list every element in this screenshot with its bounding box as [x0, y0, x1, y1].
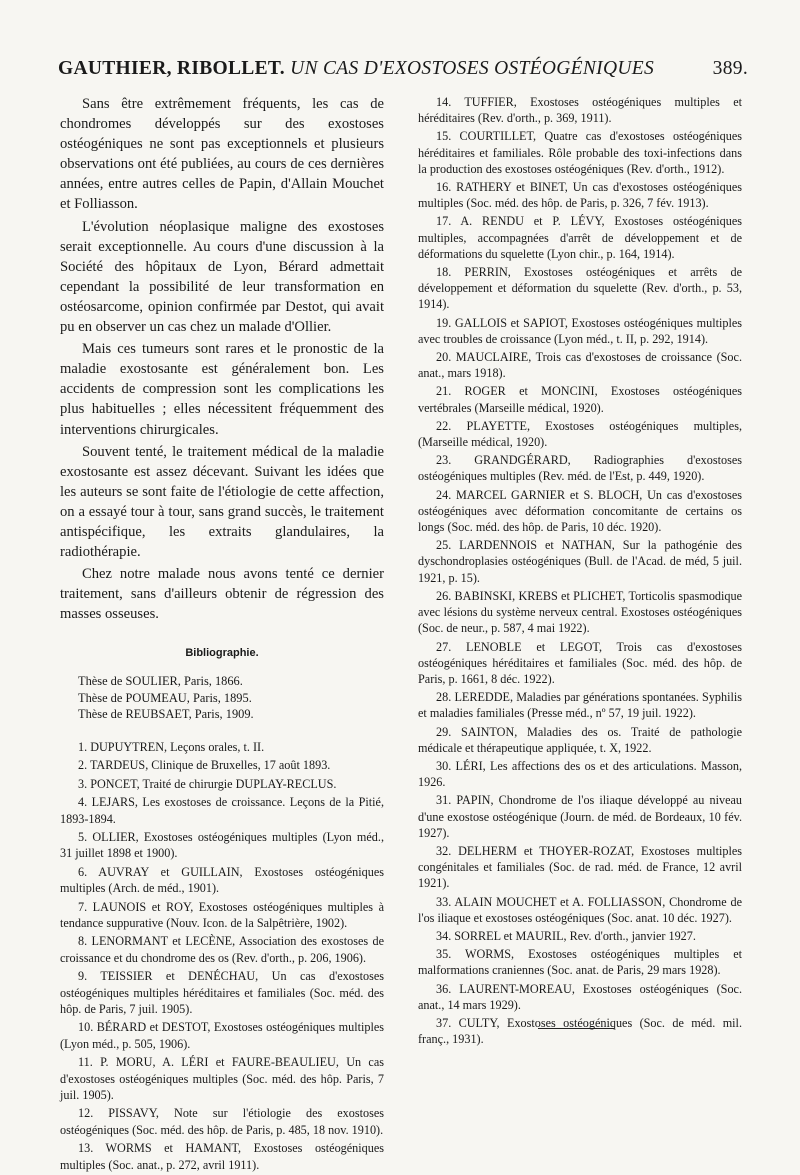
body-paragraph: Sans être extrêmement fréquents, les cas de chondromes développés sur des exostoses ostéogéniques ne sont pas exceptionnels et plusieurs observations ont été publiées, au cours de ces dernières années, entre autres celles de Papin, d'Allain Mouchet et Folliasson. — [60, 96, 384, 213]
bibliography-heading: Bibliographie. — [185, 647, 259, 660]
reference-item: 12. PISSAVY, Note sur l'étiologie des exostoses ostéogéniques (Soc. méd. des hôp. de Paris, p. 485, 18 nov. 1910). — [60, 1106, 384, 1137]
reference-item: 24. MARCEL GARNIER et S. BLOCH, Un cas d'exostoses ostéogéniques avec déformation concomitante de certains os longs (Soc. méd. des hôp. de Paris, 10 déc. 1920). — [418, 487, 742, 535]
body-paragraph: Souvent tenté, le traitement médical de la maladie exostosante est assez décevant. Suivant les idées que les auteurs se sont faite de l'étiologie de cette affection, on a essayé tour à tour, sans grand succès, le traitement antispécifique, les extraits glandulaires, la radiothérapie. — [60, 443, 384, 561]
reference-item: 26. BABINSKI, KREBS et PLICHET, Torticolis spasmodique avec lésions du système nerveux central. Exostoses ostéogéniques (Soc. de neur., p. 587, 4 mai 1922). — [418, 588, 742, 636]
right-column — [418, 94, 742, 1049]
reference-item: 18. PERRIN, Exostoses ostéogéniques et arrêts de développement et déformation du squelette (Rev. d'orth., p. 53, 1914). — [418, 265, 742, 312]
reference-item: 21. ROGER et MONCINI, Exostoses ostéogéniques vertébrales (Marseille médical, 1920). — [418, 384, 742, 415]
reference-item: 23. GRANDGÉRARD, Radiographies d'exostoses ostéogéniques multiples (Rev. méd. de l'Est, p. 449, 1920). — [418, 453, 742, 484]
reference-item: 31. PAPIN, Chondrome de l'os iliaque développé au niveau d'une exostose ostéogénique (Journ. de méd. de Bordeaux, 10 fév. 1927). — [418, 793, 742, 840]
left-column — [60, 94, 384, 1175]
reference-item: 17. A. RENDU et P. LÉVY, Exostoses ostéogéniques multiples, accompagnées d'arrêt de développement et de déformations du squelette (Lyon chir., p. 164, 1914). — [418, 214, 742, 261]
thesis-item: Thèse de SOULIER, Paris, 1866. — [78, 674, 243, 689]
reference-item: 3. PONCET, Traité de chirurgie DUPLAY-RECLUS. — [78, 776, 337, 791]
body-paragraph: Mais ces tumeurs sont rares et le pronostic de la maladie exostosante est généralement bon. Les accidents de compression sont les complications les plus habituelles ; elles nécessitent fréquemment des interventions chirurgicales. — [60, 341, 384, 438]
reference-item: 25. LARDENNOIS et NATHAN, Sur la pathogénie des dyschondroplasies ostéogéniques (Bull. de l'Acad. de méd, 5 juil. 1921, p. 15). — [418, 538, 742, 585]
reference-item: 33. ALAIN MOUCHET et A. FOLLIASSON, Chondrome de l'os iliaque et exostoses ostéogéniques (Soc. anat. 10 déc. 1927). — [418, 894, 742, 925]
body-paragraph: L'évolution néoplasique maligne des exostoses serait exceptionnelle. Au cours d'une discussion à la Société des hôpitaux de Lyon, Bérard admettait cependant la possibilité de leur transformation en ostéosarcome, opinion confirmée par Destot, qui avait pu en observer un cas chez un malade d'Ollier. — [60, 218, 384, 336]
reference-item: 15. COURTILLET, Quatre cas d'exostoses ostéogéniques héréditaires et familiales. Rôle probable des toxi-infections dans la production des exostoses ostéogéniques (Rev. d'orth., 1912). — [418, 129, 742, 176]
thesis-list — [60, 673, 384, 723]
reference-item: 16. RATHERY et BINET, Un cas d'exostoses ostéogéniques multiples (Soc. méd. des hôp. de Paris, p. 326, 7 fév. 1913). — [418, 180, 742, 211]
thesis-item: Thèse de REUBSAET, Paris, 1909. — [78, 707, 254, 722]
reference-item: 13. WORMS et HAMANT, Exostoses ostéogéniques multiples (Soc. anat., p. 272, avril 1911). — [60, 1141, 384, 1172]
reference-item: 35. WORMS, Exostoses ostéogéniques multiples et malformations craniennes (Soc. anat. de Paris, 29 mars 1928). — [418, 947, 742, 978]
reference-item: 28. LEREDDE, Maladies par générations spontanées. Syphilis et maladies familiales (Presse méd., nº 57, 19 juil. 1922). — [418, 690, 742, 721]
page-header — [58, 58, 748, 88]
page-number: 389. — [712, 58, 748, 79]
reference-item: 9. TEISSIER et DENÉCHAU, Un cas d'exostoses ostéogéniques multiples héréditaires et familiales (Soc. méd. des hôp. de Paris, 7 juil. 1905). — [60, 969, 384, 1017]
reference-item: 2. TARDEUS, Clinique de Bruxelles, 17 août 1893. — [78, 758, 331, 773]
reference-item: 11. P. MORU, A. LÉRI et FAURE-BEAULIEU, Un cas d'exostoses ostéogéniques multiples (Soc. méd. des hôp. Paris, 7 juil. 1905). — [60, 1055, 384, 1103]
reference-item: 20. MAUCLAIRE, Trois cas d'exostoses de croissance (Soc. anat., mars 1918). — [418, 350, 742, 381]
reference-item: 8. LENORMANT et LECÈNE, Association des exostoses de croissance et du chondrome des os (Rev. d'orth., p. 206, 1906). — [60, 934, 384, 965]
reference-item: 1. DUPUYTREN, Leçons orales, t. II. — [78, 739, 265, 754]
header-authors: GAUTHIER, RIBOLLET. — [58, 58, 285, 79]
end-rule-divider — [538, 1028, 614, 1029]
reference-item: 4. LEJARS, Les exostoses de croissance. Leçons de la Pitié, 1893-1894. — [60, 795, 384, 826]
reference-item: 32. DELHERM et THOYER-ROZAT, Exostoses multiples congénitales et familiales (Soc. de rad. méd. de France, 12 avril 1921). — [418, 843, 742, 891]
reference-item: 19. GALLOIS et SAPIOT, Exostoses ostéogéniques multiples avec troubles de croissance (Lyon méd., t. II, p. 292, 1914). — [418, 315, 742, 346]
reference-item: 30. LÉRI, Les affections des os et des articulations. Masson, 1926. — [418, 758, 742, 790]
reference-item: 29. SAINTON, Maladies des os. Traité de pathologie médicale et thérapeutique appliquée, t. X, 1922. — [418, 724, 742, 755]
reference-item: 34. SORREL et MAURIL, Rev. d'orth., janvier 1927. — [436, 928, 696, 943]
reference-item: 27. LENOBLE et LEGOT, Trois cas d'exostoses ostéogéniques héréditaires et familiales (Soc. méd. des hôp. de Paris, p. 1661, 8 déc. 1922). — [418, 639, 742, 686]
reference-item: 5. OLLIER, Exostoses ostéogéniques multiples (Lyon méd., 31 juillet 1898 et 1900). — [60, 829, 384, 861]
thesis-item: Thèse de POUMEAU, Paris, 1895. — [78, 690, 252, 705]
reference-item: 37. CULTY, Exostoses ostéogéniques (Soc. de méd. mil. franç., 1931). — [418, 1015, 742, 1047]
body-paragraph: Chez notre malade nous avons tenté ce dernier traitement, sans d'ailleurs obtenir de régression des masses osseuses. — [60, 566, 384, 623]
reference-item: 6. AUVRAY et GUILLAIN, Exostoses ostéogéniques multiples (Arch. de méd., 1901). — [60, 864, 384, 896]
reference-item: 10. BÉRARD et DESTOT, Exostoses ostéogéniques multiples (Lyon méd., p. 505, 1906). — [60, 1020, 384, 1051]
reference-item: 7. LAUNOIS et ROY, Exostoses ostéogéniques multiples à tendance suppurative (Nouv. Icon. de la Salpêtrière, 1902). — [60, 899, 384, 930]
reference-item: 36. LAURENT-MOREAU, Exostoses ostéogéniques (Soc. anat., 14 mars 1929). — [418, 981, 742, 1012]
reference-item: 22. PLAYETTE, Exostoses ostéogéniques multiples, (Marseille médical, 1920). — [418, 418, 742, 450]
header-title: UN CAS D'EXOSTOSES OSTÉOGÉNIQUES — [290, 58, 654, 79]
reference-list-left — [60, 739, 384, 1173]
reference-item: 14. TUFFIER, Exostoses ostéogéniques multiples et héréditaires (Rev. d'orth., p. 369, 1911). — [418, 95, 742, 126]
